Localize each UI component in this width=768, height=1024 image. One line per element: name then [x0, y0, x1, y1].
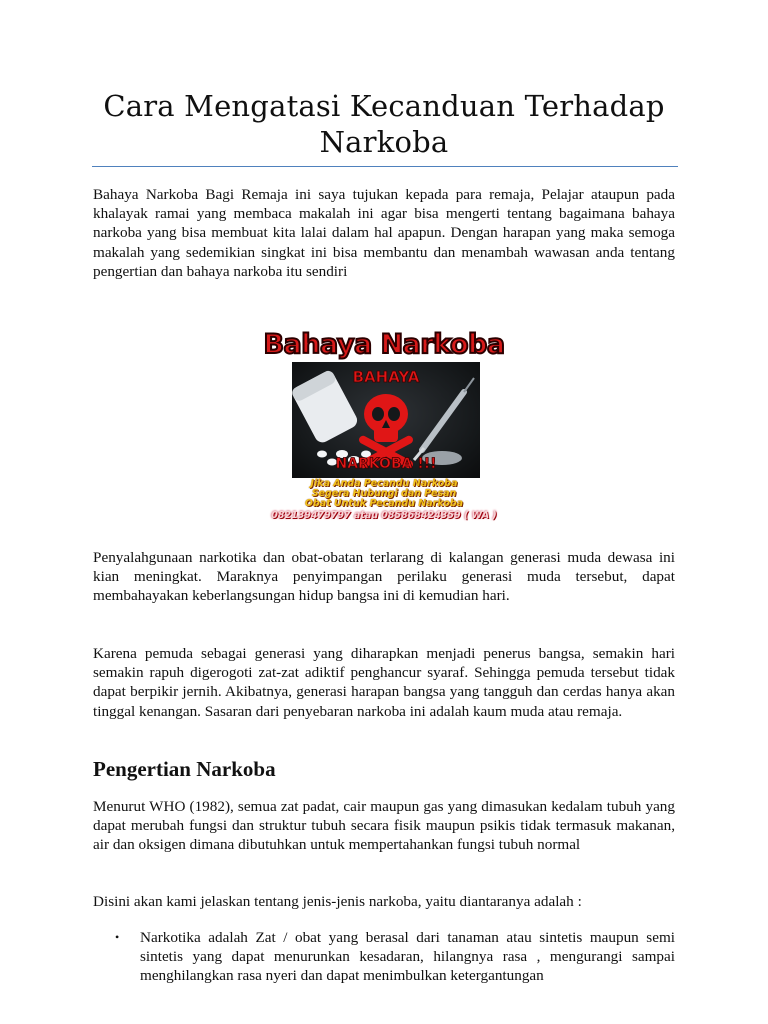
list-item-text: Narkotika adalah Zat / obat yang berasal dari tanaman atau sintetis maupun semi sintetis yang dapat menurunkan kesadaran, hilangnya rasa , mengurangi sampai menghilangkan rasa nyeri dan dapat menimbulkan ketergantungan	[140, 929, 675, 984]
poster-title: Bahaya Narkoba	[263, 329, 505, 360]
poster-photo	[292, 362, 480, 478]
bahaya-narkoba-poster-image	[236, 326, 532, 526]
narkoba-types-list	[93, 928, 675, 985]
section-heading-pengertian: Pengertian Narkoba	[93, 757, 276, 781]
document-title: Cara Mengatasi Kecanduan Terhadap Narkoba	[103, 89, 665, 159]
poster-line-2: Segera Hubungi dan Pesan	[311, 488, 457, 499]
poster-contact-line: 082139479797 atau 085868424359 ( WA )	[271, 510, 497, 521]
paragraph-who-definition: Menurut WHO (1982), semua zat padat, cair maupun gas yang dimasukan kedalam tubuh yang dapat merubah fungsi dan struktur tubuh secara fisik maupun psikis tidak termasuk makanan, air dan oksigen dimana dibutuhkan untuk mempertahankan fungsi tubuh normal	[93, 798, 675, 854]
poster-line-3: Obat Untuk Pecandu Narkoba	[304, 498, 464, 509]
poster-photo-top-text: BAHAYA	[352, 368, 420, 386]
paragraph-penyalahgunaan: Penyalahgunaan narkotika dan obat-obatan terlarang di kalangan generasi muda dewasa ini kian meningkat. Maraknya penyimpangan perilaku generasi muda tersebut, dapat membahayakan keberlangsungan hidup bangsa ini di kemudian hari.	[93, 549, 675, 605]
title-underline-rule	[92, 166, 678, 167]
pill-bottle-icon	[292, 369, 360, 445]
poster-photo-bottom-text: NARKOBA !!!	[335, 456, 437, 472]
list-item	[93, 928, 675, 985]
paragraph-jenis-narkoba: Disini akan kami jelaskan tentang jenis-jenis narkoba, yaitu diantaranya adalah :	[93, 893, 582, 910]
bullet-icon: •	[115, 930, 120, 944]
poster-line-1: Jika Anda Pecandu Narkoba	[310, 478, 458, 489]
syringe-icon	[414, 378, 474, 460]
intro-paragraph: Bahaya Narkoba Bagi Remaja ini saya tujukan kepada para remaja, Pelajar ataupun pada khalayak ramai yang membaca makalah ini agar bisa mengerti tentang bagaimana bahaya narkoba yang bisa membuat kita lalai dalam hal apapun. Dengan harapan yang maka semoga makalah yang sedemikian singkat ini bisa membantu dan menambah wawasan anda tentang pengertian dan bahaya narkoba itu sendiri	[93, 186, 675, 280]
paragraph-pemuda: Karena pemuda sebagai generasi yang diharapkan menjadi penerus bangsa, semakin hari semakin rapuh digerogoti zat-zat adiktif penghancur syaraf. Sehingga pemuda tersebut tidak dapat berpikir jernih. Akibatnya, generasi harapan bangsa yang tangguh dan cerdas hanya akan tinggal kenangan. Sasaran dari penyebaran narkoba ini adalah kaum muda atau remaja.	[93, 645, 675, 720]
